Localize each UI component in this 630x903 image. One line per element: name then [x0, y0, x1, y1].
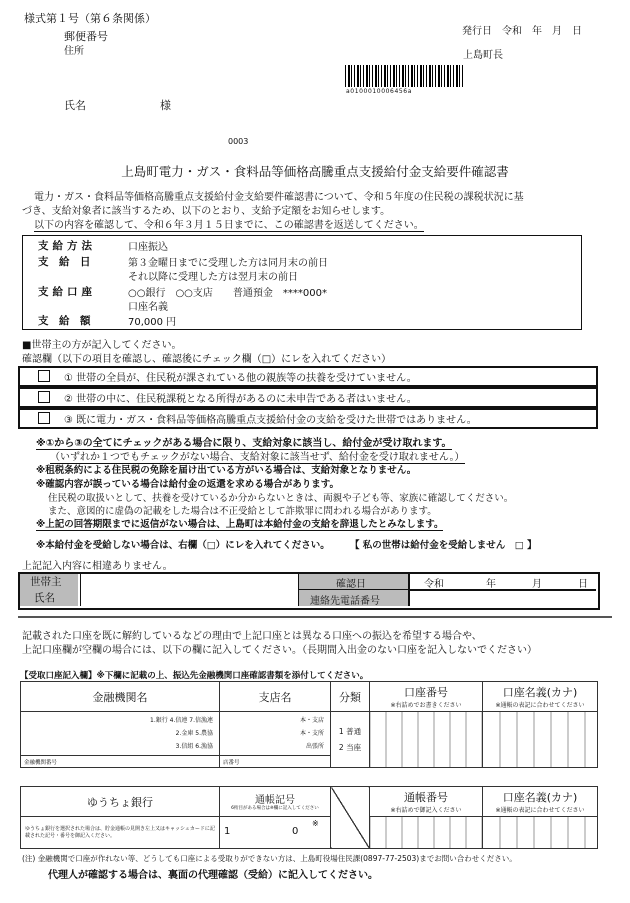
intro-line2: づき、支給対象者に該当するため、以下のとおり、支給予定額をお知らせします。 — [22, 206, 391, 217]
footer-proxy: 代理人が確認する場合は、裏面の代理確認（受給）に記入してください。 — [48, 870, 378, 881]
page-title: 上島町電力・ガス・食料品等価格高騰重点支援給付金支給要件確認書 — [121, 164, 509, 179]
confirm-date-label: 確認日 — [336, 579, 366, 590]
payment-box — [22, 235, 582, 330]
bank-types3: 3.信組 6.漁協 — [175, 743, 213, 750]
check-item-3 — [38, 411, 477, 426]
date-month: 月 — [532, 579, 542, 590]
payment-account-label: 支給口座 — [38, 286, 96, 298]
note-3b: また、意図的に虚偽の記載をした場合は不正受給として詐欺罪に問われる場合があります。 — [48, 506, 437, 517]
col-type: 分類 — [331, 682, 370, 712]
yucho-table — [20, 786, 598, 849]
yucho-kigo-1: 1 — [224, 826, 231, 837]
note-5: ※本給付金を受給しない場合は、右欄（□）にレを入れてください。 — [36, 540, 330, 551]
intro-line3: 以下の内容を確認して、令和６年３月１５日までに、この確認書を返送してください。 — [34, 216, 424, 232]
bank-types2: 2.金庫 5.農協 — [175, 730, 213, 737]
col-acct — [370, 682, 483, 712]
type-1: 1 普通 — [338, 726, 362, 736]
note-3: ※確認内容が誤っている場合は給付金の返還を求める場合があります。 — [36, 479, 339, 490]
householder-heading: ■世帯主の方が記入してください。 — [22, 340, 182, 351]
name-label: 氏名 — [64, 99, 86, 112]
yucho-note: ゆうちょ銀行を選択された場合は、貯金通帳の見開き左上又はキャッシュカードに記載された記号・番号を御記入ください。 — [21, 817, 220, 849]
yucho-meigi-head — [483, 787, 598, 817]
serial-number: 0003 — [228, 137, 249, 146]
bank-types1: 1.銀行 4.信連 7.信漁連 — [150, 717, 213, 724]
yucho-name: ゆうちょ銀行 — [21, 787, 220, 817]
householder-name-field[interactable] — [80, 574, 298, 606]
householder-confirm: 確認欄（以下の項目を確認し、確認後にチェック欄（□）にレを入れてください） — [22, 354, 392, 365]
payment-method-value: 口座振込 — [128, 242, 168, 253]
decline-checkbox[interactable]: 【 私の世帯は給付金を受給しません □ 】 — [350, 540, 537, 551]
yucho-meigi-field[interactable] — [483, 817, 598, 849]
yucho-slash-cell — [331, 787, 370, 849]
payment-method-label: 支給方法 — [38, 240, 96, 252]
checkbox-3[interactable] — [38, 412, 50, 424]
payment-date-value2: それ以降に受理した方は翌月末の前日 — [128, 272, 298, 283]
mayor: 上島町長 — [463, 50, 503, 61]
branch-types1: 本・支店 — [299, 717, 324, 724]
date-day: 日 — [578, 579, 588, 590]
bank-code-field[interactable]: 金融機関番号 — [21, 756, 220, 768]
account-type-field[interactable] — [331, 712, 370, 768]
check-item-1-text: ① 世帯の全員が、住民税が課されている他の親族等の扶養を受けていません。 — [64, 373, 417, 384]
yucho-bango-label: 通帳番号 — [404, 791, 448, 804]
check-item-3-text: ③ 既に電力・ガス・食料品等価格高騰重点支援給付金の支給を受けた世帯ではありません。 — [64, 415, 477, 426]
yucho-kigo-head — [220, 787, 331, 817]
yucho-meigi-label: 口座名義(カナ) — [502, 791, 578, 804]
sign-head-2: 氏名 — [34, 592, 55, 604]
yucho-kigo-0: 0 — [292, 826, 299, 837]
col-name — [483, 682, 598, 712]
sama-label: 様 — [160, 99, 171, 112]
postal-label: 郵便番号 — [64, 30, 108, 43]
col-name-note: ※通帳の表記に合わせてください — [495, 702, 585, 709]
date-reiwa: 令和 — [424, 579, 444, 590]
yucho-kigo-mark: ※ — [312, 819, 319, 828]
branch-name-field[interactable] — [220, 712, 331, 756]
payment-account-name: 口座名義 — [128, 302, 168, 313]
note-3a: 住民税の取扱いとして、扶養を受けているか分からないときは、両親や子ども等、家族に確認してください。 — [48, 493, 514, 504]
footer-note: (注) 金融機関で口座が作れない等、どうしても口座による受取りができない方は、上島町役場住民課(0897-77-2503)までお問い合わせください。 — [22, 854, 517, 863]
note-4: ※上記の回答期限までに返信がない場合は、上島町は本給付金の支給を辞退したとみなします。 — [36, 516, 443, 531]
barcode — [345, 65, 465, 87]
note-1b: （いずれか１つでもチェックがない場合、支給対象に該当せず、給付金を受け取れません。） — [50, 448, 465, 464]
type-2: 2 当座 — [338, 742, 362, 752]
yucho-bango-note: ※右詰めで御記入ください — [390, 807, 462, 814]
sign-statement: 上記記入内容に相違ありません。 — [22, 561, 173, 572]
col-acct-note: ※右詰めでお書きください — [390, 702, 462, 709]
payment-date-label: 支 給 日 — [38, 256, 91, 268]
checkbox-2[interactable] — [38, 391, 50, 403]
yucho-kigo-field[interactable] — [220, 817, 331, 849]
check-item-2 — [38, 390, 417, 405]
separator — [18, 616, 612, 618]
change-line1: 記載された口座を既に解約しているなどの理由で上記口座とは異なる口座への振込を希望する場合や、 — [22, 631, 482, 642]
col-name-label: 口座名義(カナ) — [502, 686, 578, 699]
checkbox-1[interactable] — [38, 370, 50, 382]
barcode-text: a0100010006456a — [346, 88, 412, 95]
col-bank: 金融機関名 — [21, 682, 220, 712]
bank-table — [20, 681, 598, 768]
note-1: ※①から③の全てにチェックがある場合に限り、支給対象に該当し、給付金が受け取れます。 — [36, 434, 452, 450]
payment-amount-value: 70,000 円 — [128, 317, 177, 328]
yucho-kigo-note: 6桁目がある場合は※欄に記入してください — [231, 806, 319, 811]
branch-types2: 本・支所 — [299, 730, 324, 737]
change-line2: 上記口座欄が空欄の場合には、以下の欄に記入してください。（長期間入出金のない口座を記入しないでください） — [22, 645, 537, 656]
note-2: ※租税条約による住民税の免除を届け出ている方がいる場合は、支給対象となりません。 — [36, 465, 417, 476]
account-number-field[interactable] — [370, 712, 483, 768]
yucho-bango-head — [370, 787, 483, 817]
payment-date-value1: 第３金曜日までに受理した方は同月末の前日 — [128, 258, 328, 269]
bank-heading: 【受取口座記入欄】※下欄に記載の上、振込先金融機関口座確認書類を添付してください。 — [20, 671, 369, 681]
sign-divider-2 — [298, 574, 299, 606]
date-year: 年 — [486, 579, 496, 590]
col-branch: 支店名 — [220, 682, 331, 712]
intro-line1: 電力・ガス・食料品等価格高騰重点支援給付金支給要件確認書について、令和５年度の住民税の課税状況に基 — [34, 192, 524, 203]
issue-date: 発行日 令和 年 月 日 — [462, 26, 582, 37]
yucho-bango-field[interactable] — [370, 817, 483, 849]
account-holder-field[interactable] — [483, 712, 598, 768]
check-item-1 — [38, 369, 417, 384]
address-label: 住所 — [64, 46, 84, 57]
sign-head-1: 世帯主 — [30, 576, 62, 588]
payment-account-value: ○○銀行 ○○支店 普通預金 ****000* — [128, 288, 327, 299]
yucho-kigo-label: 通帳記号 — [255, 795, 295, 806]
check-item-2-text: ② 世帯の中に、住民税課税となる所得があるのに未申告である者はいません。 — [64, 394, 417, 405]
bank-name-field[interactable] — [21, 712, 220, 756]
branch-types3: 出張所 — [305, 743, 324, 750]
col-acct-label: 口座番号 — [404, 686, 448, 699]
form-number: 様式第１号（第６条関係） — [24, 12, 156, 25]
branch-code-field[interactable]: 店番号 — [220, 756, 331, 768]
payment-amount-label: 支 給 額 — [38, 315, 91, 327]
yucho-meigi-note: ※通帳の表記に合わせてください — [495, 807, 585, 814]
phone-label: 連絡先電話番号 — [310, 596, 380, 607]
